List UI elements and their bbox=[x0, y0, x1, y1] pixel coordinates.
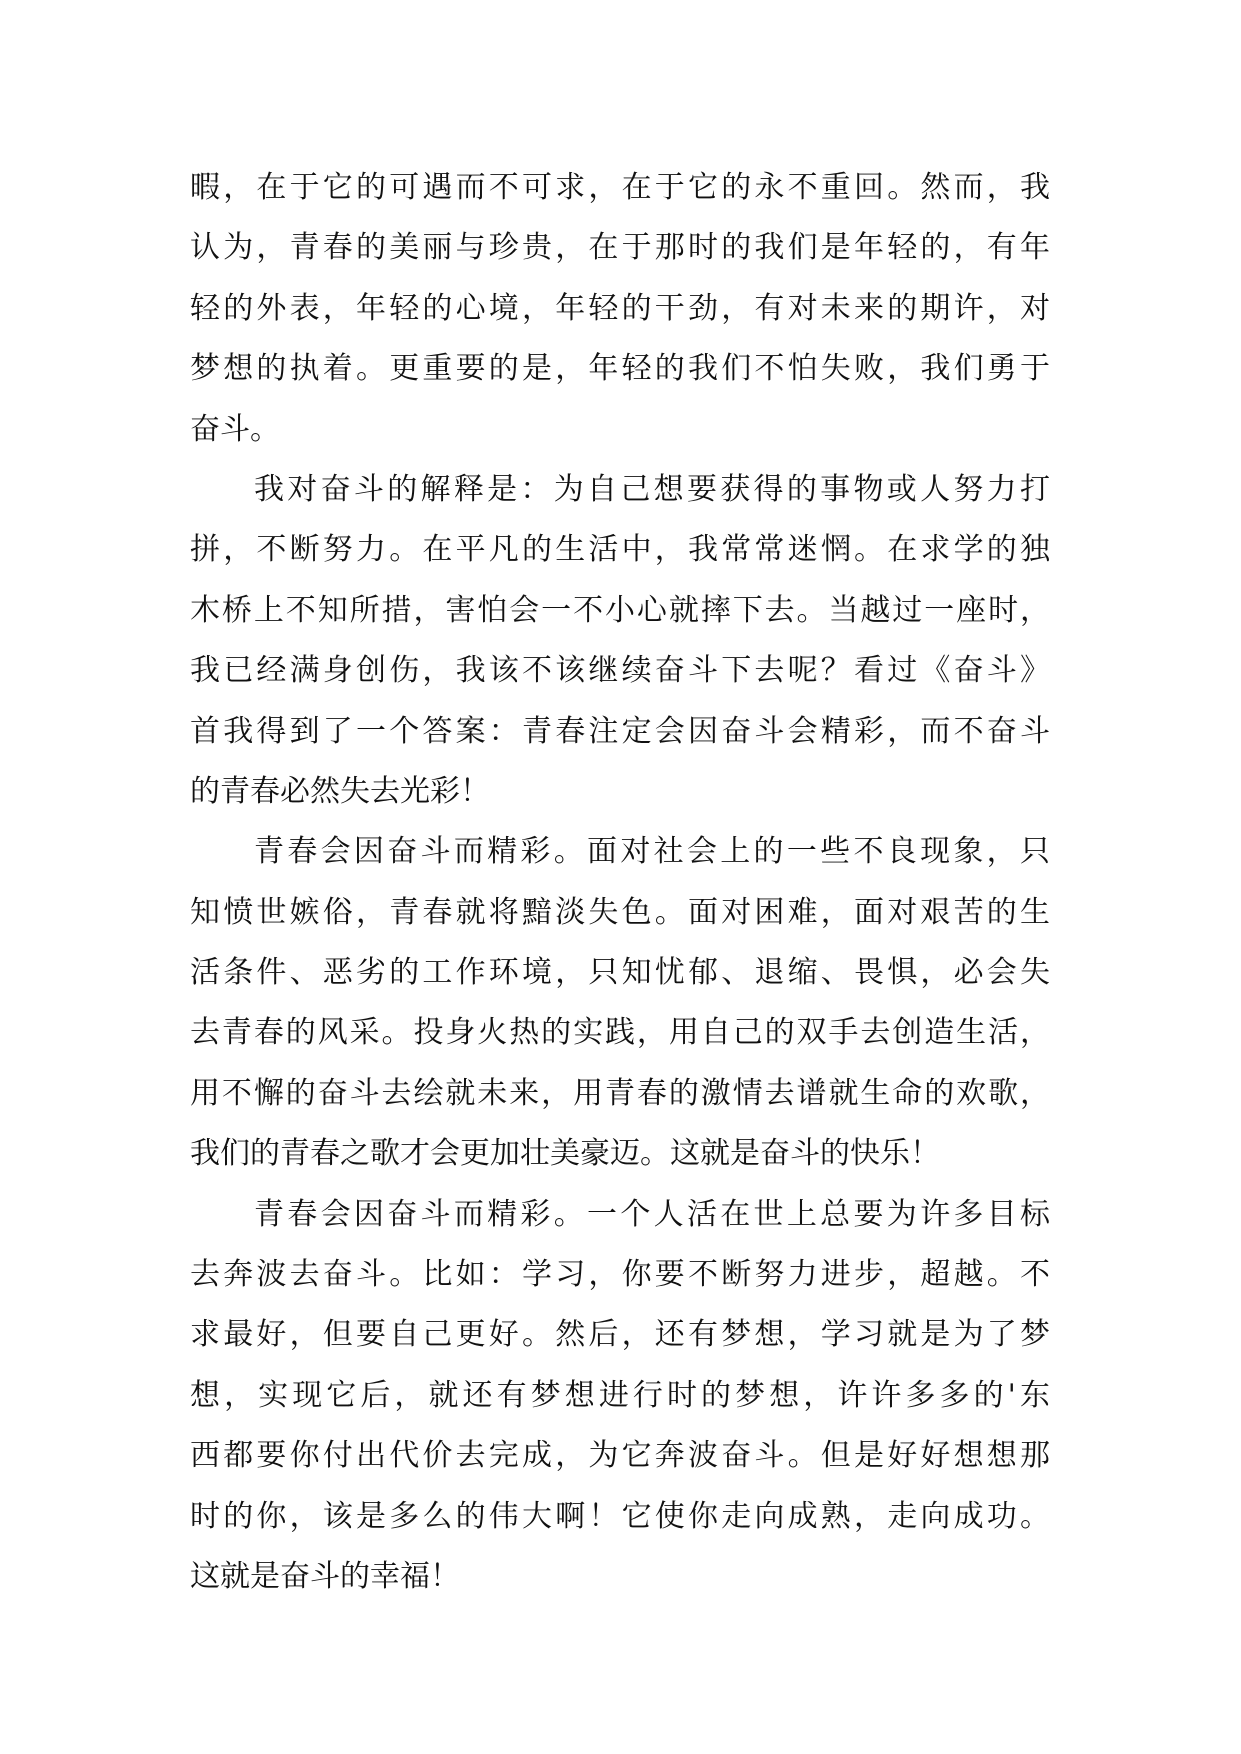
text-line: 轻的外表，年轻的心境，年轻的干劲，有对未来的期许，对 bbox=[190, 290, 1054, 326]
text-line: 时的你，该是多么的伟大啊！它使你走向成熟，走向成功。 bbox=[190, 1498, 1054, 1534]
text-line: 用不懈的奋斗去绘就未来，用青春的激情去谱就生命的欢歌， bbox=[190, 1075, 1052, 1111]
text-line: 木桥上不知所措，害怕会一不小心就摔下去。当越过一座时， bbox=[190, 592, 1052, 628]
paragraph-first-line: 青春会因奋斗而精彩。一个人活在世上总要为许多目标 bbox=[254, 1196, 1054, 1232]
text-line: 认为，青春的美丽与珍贵，在于那时的我们是年轻的，有年 bbox=[190, 230, 1054, 266]
text-line: 想，实现它后，就还有梦想进行时的梦想，许许多多的'东 bbox=[190, 1377, 1055, 1413]
paragraph-first-line: 青春会因奋斗而精彩。面对社会上的一些不良现象，只 bbox=[254, 834, 1054, 870]
text-line: 我已经满身创伤，我该不该继续奋斗下去呢？看过《奋斗》 bbox=[190, 653, 1054, 689]
text-line: 梦想的执着。更重要的是，年轻的我们不怕失败，我们勇于 bbox=[190, 351, 1054, 387]
text-line: 西都要你付出代价去完成，为它奔波奋斗。但是好好想想那 bbox=[190, 1438, 1054, 1474]
text-line: 拼，不断努力。在平凡的生活中，我常常迷惘。在求学的独 bbox=[190, 532, 1054, 568]
text-line: 活条件、恶劣的工作环境，只知忧郁、退缩、畏惧，必会失 bbox=[190, 955, 1054, 991]
text-line: 知愤世嫉俗，青春就将黯淡失色。面对困难，面对艰苦的生 bbox=[190, 894, 1054, 930]
text-line: 暇，在于它的可遇而不可求，在于它的永不重回。然而，我 bbox=[190, 170, 1054, 205]
text-line: 去青春的风采。投身火热的实践，用自己的双手去创造生活， bbox=[190, 1015, 1052, 1051]
paragraph-first-line: 我对奋斗的解释是：为自己想要获得的事物或人努力打 bbox=[254, 471, 1054, 507]
text-line: 这就是奋斗的幸福！ bbox=[190, 1558, 460, 1594]
text-line: 去奔波去奋斗。比如：学习，你要不断努力进步，超越。不 bbox=[190, 1257, 1054, 1293]
text-line: 我们的青春之歌才会更加壮美豪迈。这就是奋斗的快乐！ bbox=[190, 1136, 940, 1172]
text-line: 奋斗。 bbox=[190, 411, 280, 447]
text-line: 首我得到了一个答案：青春注定会因奋斗会精彩，而不奋斗 bbox=[190, 713, 1054, 749]
essay-body bbox=[190, 158, 1055, 1607]
text-line: 的青春必然失去光彩！ bbox=[190, 773, 490, 809]
text-line: 求最好，但要自己更好。然后，还有梦想，学习就是为了梦 bbox=[190, 1317, 1054, 1353]
